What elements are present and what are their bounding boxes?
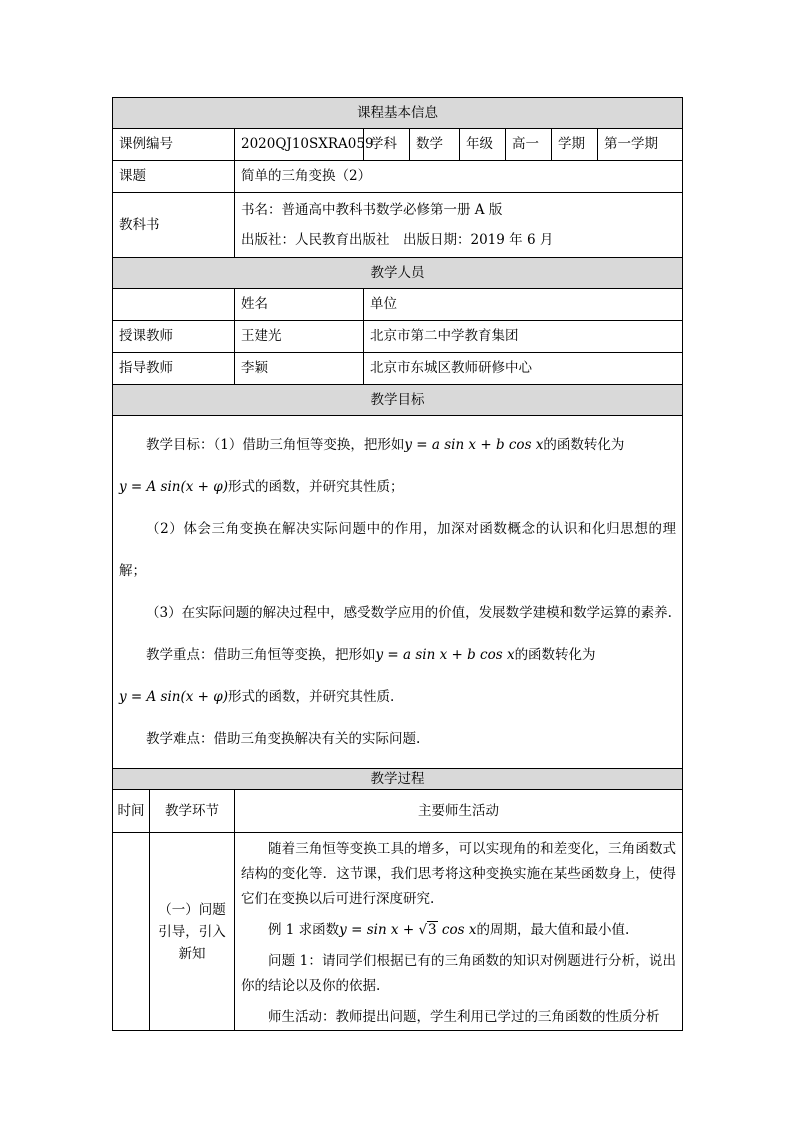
process-time-header: 时间 (113, 790, 150, 833)
goal-formula: y = a sin x + b cos x (404, 437, 544, 453)
key-formula: y = a sin x + b cos x (375, 647, 515, 663)
goal-suffix: 的函数转化为 (543, 437, 625, 453)
example-formula-b: cos x (437, 922, 477, 938)
topic-label: 课题 (113, 161, 235, 193)
grade-label: 年级 (460, 129, 506, 161)
process-time-cell (113, 833, 150, 1031)
process-teacher-activity: 师生活动：教师提出问题，学生利用已学过的三角函数的性质分析 (268, 1009, 660, 1025)
example-suffix: 的周期，最大值和最小值. (476, 922, 630, 938)
example-formula-a: y = sin x + (339, 922, 419, 938)
case-id-label: 课例编号 (113, 129, 235, 161)
staff-name-header: 姓名 (235, 289, 364, 321)
objective-goal-1 (119, 424, 676, 466)
topic-value: 简单的三角变换（2） (235, 161, 683, 193)
goal-line2-suffix: 形式的函数，并研究其性质； (228, 479, 404, 495)
process-example-1 (241, 918, 676, 943)
process-activity-cell (235, 833, 683, 1031)
objective-difficulty: 教学难点：借助三角变换解决有关的实际问题. (146, 731, 421, 747)
key-prefix: 教学重点：借助三角恒等变换，把形如 (146, 647, 376, 663)
goal-line2-formula: y = A sin(x + φ) (119, 479, 228, 495)
process-question-1: 问题 1：请同学们根据已有的三角函数的知识对例题进行分析，说出你的结论以及你的依据. (241, 953, 677, 994)
textbook-label: 教科书 (113, 193, 235, 258)
table-row (113, 353, 683, 385)
staff-role: 授课教师 (113, 321, 235, 353)
subject-label: 学科 (364, 129, 410, 161)
textbook-publisher: 出版社：人民教育出版社 出版日期：2019 年 6 月 (241, 232, 554, 248)
key-suffix: 的函数转化为 (514, 647, 596, 663)
objective-goal-1-cont (119, 466, 676, 508)
term-value: 第一学期 (598, 129, 683, 161)
grade-value: 高一 (506, 129, 552, 161)
objective-goal-3: （3）在实际问题的解决过程中，感受数学应用的价值，发展数学建模和数学运算的素养. (146, 605, 672, 621)
staff-role-header (113, 289, 235, 321)
process-stage-1: （一）问题引导，引入新知 (150, 833, 235, 1031)
section-objectives: 教学目标 (113, 385, 683, 416)
subject-value: 数学 (410, 129, 460, 161)
lesson-plan-page (112, 97, 682, 1031)
table-row (113, 321, 683, 353)
process-activity-header: 主要师生活动 (235, 790, 683, 833)
lesson-plan-table (112, 97, 683, 1031)
staff-unit: 北京市第二中学教育集团 (364, 321, 683, 353)
staff-unit-header: 单位 (364, 289, 683, 321)
objectives-content (113, 416, 683, 769)
process-stage-header: 教学环节 (150, 790, 235, 833)
objective-key-point (119, 634, 676, 676)
objective-goal-2: （2）体会三角变换在解决实际问题中的作用，加深对函数概念的认识和化归思想的理解； (119, 521, 677, 579)
goal-prefix: 教学目标：（1）借助三角恒等变换，把形如 (146, 437, 405, 453)
textbook-info (235, 193, 683, 258)
section-process: 教学过程 (113, 769, 683, 790)
key-line2-formula: y = A sin(x + φ) (119, 689, 228, 705)
case-id-value: 2020QJ10SXRA059 (235, 129, 364, 161)
key-line2-suffix: 形式的函数，并研究其性质. (228, 689, 395, 705)
term-label: 学期 (552, 129, 598, 161)
textbook-title: 书名：普通高中教科书数学必修第一册 A 版 (241, 202, 503, 218)
staff-unit: 北京市东城区教师研修中心 (364, 353, 683, 385)
objective-key-point-cont (119, 676, 676, 718)
example-sqrt: 3 (428, 922, 437, 938)
section-course-info: 课程基本信息 (113, 98, 683, 129)
sqrt-symbol: √ (418, 922, 428, 938)
section-staff: 教学人员 (113, 258, 683, 289)
staff-name: 李颖 (235, 353, 364, 385)
process-intro: 随着三角恒等变换工具的增多，可以实现角的和差变化，三角函数式结构的变化等．这节课，我们思考将这种变换实施在某些函数身上，使得它们在变换以后可进行深度研究. (241, 841, 677, 907)
staff-name: 王建光 (235, 321, 364, 353)
staff-role: 指导教师 (113, 353, 235, 385)
example-prefix: 例 1 求函数 (268, 922, 340, 938)
